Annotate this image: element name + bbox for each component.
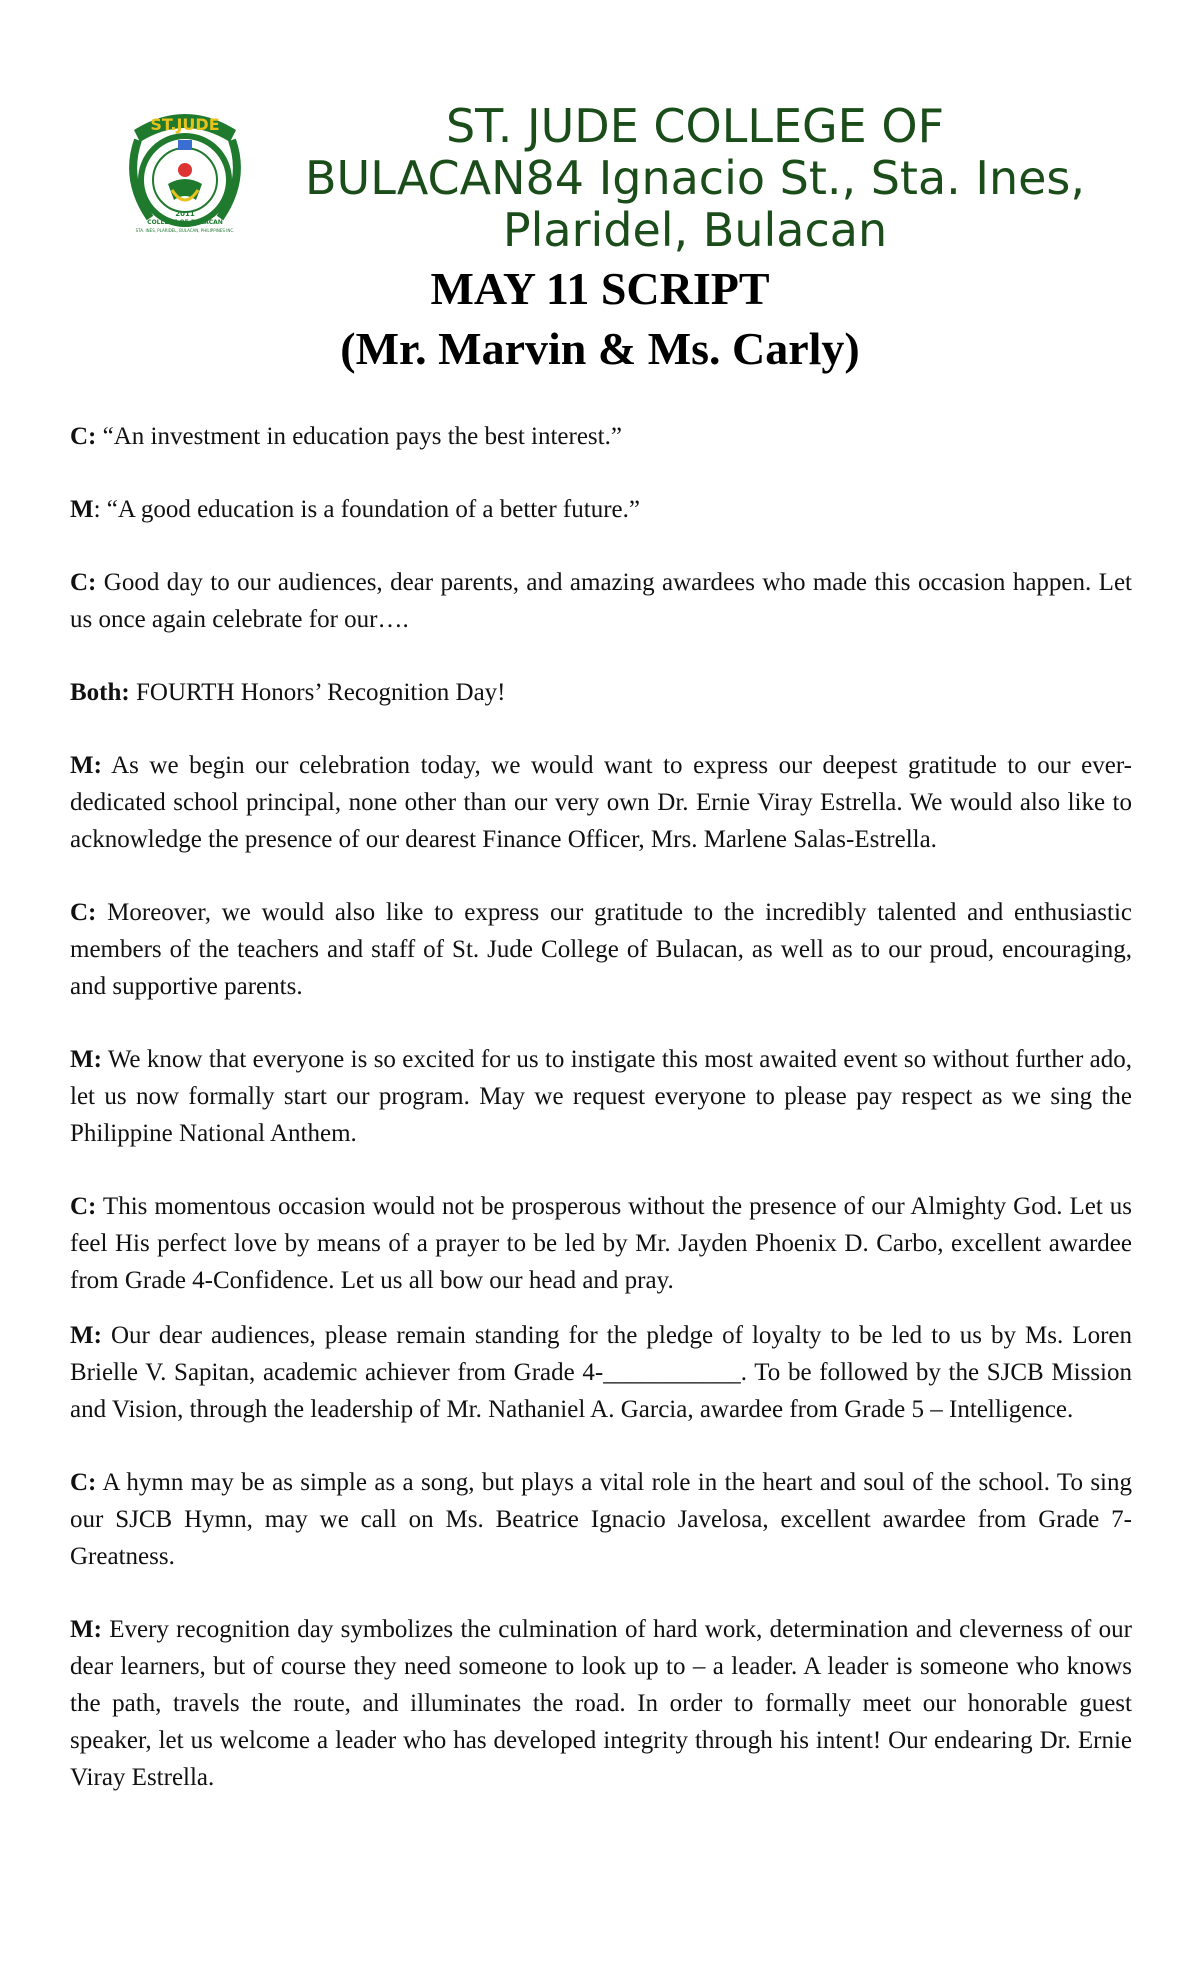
speaker-label: M: [70,1616,102,1643]
script-line [70,564,1132,638]
script-title: MAY 11 SCRIPT [430,263,770,314]
speaker-label: C: [70,423,97,450]
line-text: Every recognition day symbolizes the culmination of hard work, determination and cleverness of our dear learners, but of course they need someone to look up to – a leader. A leader is someone who knows the path, travels the route, and illuminates the road. In order to formally meet our honorable guest speaker, let us welcome a leader who has developed integrity through his intent! Our endearing Dr. Ernie Viray Estrella. [70,1616,1132,1791]
line-text: This momentous occasion would not be prosperous without the presence of our Almighty God. Let us feel His perfect love by means of a prayer to be led by Mr. Jayden Phoenix D. Carbo, excellent awardee from Grade 4-Confidence. Let us all bow our head and pray. [70,1193,1132,1294]
script-line [70,1611,1132,1796]
script-line [70,491,1132,528]
logo-text-top: ST.JUDE [150,115,220,134]
speaker-label: C: [70,899,97,926]
line-text: FOURTH Honors’ Recognition Day! [129,679,506,706]
logo-text-bottom: COLLEGE OF BULACAN [147,219,223,226]
line-text: Moreover, we would also like to express our gratitude to the incredibly talented and enthusiastic members of the teachers and staff of St. Jude College of Bulacan, as well as to our proud, encouraging, and supportive parents. [70,899,1132,1000]
school-name-line1: ST. JUDE COLLEGE OF [445,99,945,153]
line-text: As we begin our celebration today, we would want to express our deepest gratitude to our ever-dedicated school principal, none other than our very own Dr. Ernie Viray Estrella. We would also like to acknowledge the presence of our dearest Finance Officer, Mrs. Marlene Salas-Estrella. [70,752,1132,853]
line-text: Good day to our audiences, dear parents, and amazing awardees who made this occasion happen. Let us once again celebrate for our…. [70,569,1132,633]
logo-year: 2011 [175,210,195,218]
script-line [70,1464,1132,1575]
school-header [290,100,1100,256]
line-text: “An investment in education pays the best interest.” [96,423,622,450]
school-name-line2: BULACAN84 Ignacio St., Sta. Ines, [304,151,1086,205]
speaker-label: M: [70,1322,102,1349]
script-line [70,674,1132,711]
script-hosts: (Mr. Marvin & Ms. Carly) [340,323,860,374]
line-text: A hymn may be as simple as a song, but plays a vital role in the heart and soul of the school. To sing our SJCB Hymn, may we call on Ms. Beatrice Ignacio Javelosa, excellent awardee from Grade 7-Greatness. [70,1469,1132,1570]
speaker-label: C: [70,1193,97,1220]
school-address: Plaridel, Bulacan [502,203,888,257]
line-text: We know that everyone is so excited for us to instigate this most awaited event so without further ado, let us now formally start our program. May we request everyone to please pay respect as we sing the Philippine National Anthem. [70,1046,1132,1147]
school-seal-icon [120,100,250,235]
script-line [70,1041,1132,1152]
speaker-label: Both: [70,679,130,706]
speaker-label: M: [70,752,102,779]
speaker-label: C: [70,1469,97,1496]
line-text: Our dear audiences, please remain standing for the pledge of loyalty to be led to us by Ms. Loren Brielle V. Sapitan, academic achiever from Grade 4-___________. To be followed by the SJCB Mission and Vision, through the leadership of Mr. Nathaniel A. Garcia, awardee from Grade 5 – Intelligence. [70,1322,1132,1423]
script-line [70,418,1132,455]
script-body [70,418,1132,1832]
line-text: : “A good education is a foundation of a better future.” [93,496,640,523]
script-line [70,894,1132,1005]
speaker-label: M [70,496,94,523]
logo-address-ring: STA. INES, PLARIDEL, BULACAN, PHILIPPINES INC. [135,228,235,233]
script-line [70,747,1132,858]
script-line [70,1317,1132,1428]
speaker-label: C: [70,569,97,596]
script-line [70,1188,1132,1299]
speaker-label: M: [70,1046,102,1073]
